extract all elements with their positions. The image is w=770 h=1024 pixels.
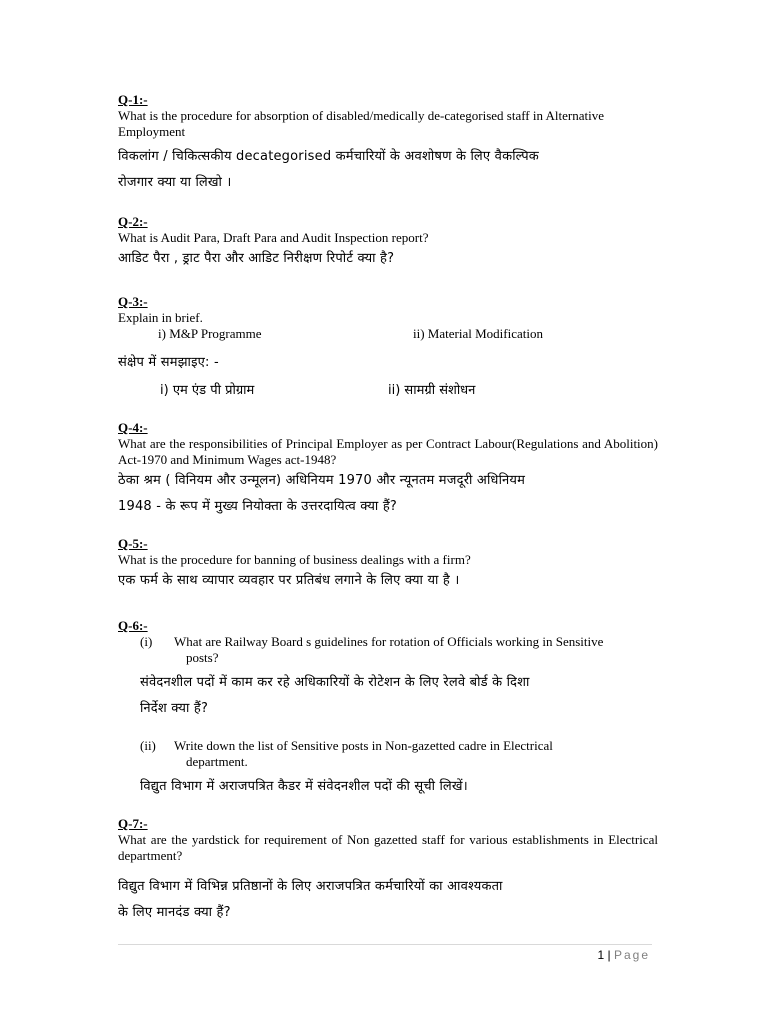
- question-6: [118, 618, 658, 800]
- footer-divider: [118, 944, 652, 945]
- question-text-english: What is Audit Para, Draft Para and Audit Inspection report?: [118, 230, 429, 245]
- question-text-hindi: ठेका श्रम ( विनियम और उन्मूलन) अधिनियम 1970 और न्यूनतम मजदूरी अधिनियम: [118, 473, 526, 488]
- question-4: [118, 420, 658, 520]
- question-text-english: Explain in brief.: [118, 310, 203, 325]
- question-text-hindi: के लिए मानदंड क्या हैं?: [118, 905, 231, 920]
- sub-question-text-english: What are Railway Board s guidelines for rotation of Officials working in Sensitive: [174, 634, 604, 649]
- sub-question-text-hindi: संवेदनशील पदों में काम कर रहे अधिकारियों के रोटेशन के लिए रेलवे बोर्ड के दिशा: [140, 675, 530, 690]
- sub-question-text-english: Write down the list of Sensitive posts in Non-gazetted cadre in Electrical: [174, 738, 553, 753]
- sub-question-text-english: posts?: [186, 650, 219, 665]
- question-text-hindi: विकलांग / चिकित्सकीय decategorised कर्मचारियों के अवशोषण के लिए वैकल्पिक: [118, 149, 539, 164]
- question-text-english: What is the procedure for absorption of disabled/medically de-categorised staff in Alternative Employment: [118, 108, 605, 139]
- question-label: Q-7:-: [118, 816, 148, 831]
- question-2: [118, 214, 658, 272]
- document-body: [118, 92, 658, 940]
- sub-question-number: (ii): [140, 738, 156, 753]
- question-text-hindi: विद्युत विभाग में विभिन्न प्रतिष्ठानों के लिए अराजपत्रित कर्मचारियों का आवश्यकता: [118, 879, 503, 894]
- sub-items-hindi: [118, 378, 658, 404]
- question-text-english: What are the yardstick for requirement of Non gazetted staff for various establishments in Electrical department?: [118, 832, 658, 863]
- page-number-value: 1: [597, 948, 605, 962]
- sub-question-ii: [118, 738, 658, 770]
- sub-question-number: (i): [140, 634, 153, 649]
- question-label: Q-1:-: [118, 92, 148, 107]
- sub-items-english: [118, 326, 658, 342]
- sub-question-text-hindi: विद्युत विभाग में अराजपत्रित कैडर में संवेदनशील पदों की सूची लिखें।: [140, 779, 468, 794]
- question-label: Q-2:-: [118, 214, 148, 229]
- sub-question-text-english: department.: [186, 754, 248, 769]
- sub-item: i) एम एंड पी प्रोग्राम: [160, 383, 255, 398]
- sub-question-text-hindi: निर्देश क्या हैं?: [140, 701, 209, 716]
- question-text-hindi: एक फर्म के साथ व्यापार व्यवहार पर प्रतिबंध लगाने के लिए क्या या है ।: [118, 573, 460, 588]
- question-text-hindi: संक्षेप में समझाइए: -: [118, 355, 219, 370]
- question-3: [118, 294, 658, 404]
- question-label: Q-5:-: [118, 536, 148, 551]
- question-label: Q-6:-: [118, 618, 148, 633]
- page-separator: |: [607, 948, 611, 962]
- question-7: [118, 816, 658, 926]
- question-text-hindi: आडिट पैरा , ड्राट पैरा और आडिट निरीक्षण रिपोर्ट क्या है?: [118, 251, 395, 266]
- question-5: [118, 536, 658, 594]
- question-text-english: What is the procedure for banning of business dealings with a firm?: [118, 552, 471, 567]
- sub-item: ii) Material Modification: [413, 326, 543, 341]
- sub-item: i) M&P Programme: [158, 326, 262, 341]
- sub-question-i: [118, 634, 658, 666]
- question-text-english: What are the responsibilities of Principal Employer as per Contract Labour(Regulations and Abolition) Act-1970 and Minimum Wages act-1948?: [118, 436, 658, 467]
- question-text-hindi: रोजगार क्या या लिखो ।: [118, 175, 232, 190]
- question-label: Q-4:-: [118, 420, 148, 435]
- question-1: [118, 92, 658, 196]
- page-number: [597, 948, 650, 962]
- page-word: Page: [613, 948, 650, 962]
- question-label: Q-3:-: [118, 294, 148, 309]
- question-text-hindi: 1948 - के रूप में मुख्य नियोक्ता के उत्तरदायित्व क्या हैं?: [118, 499, 398, 514]
- sub-item: ii) सामग्री संशोधन: [388, 383, 476, 398]
